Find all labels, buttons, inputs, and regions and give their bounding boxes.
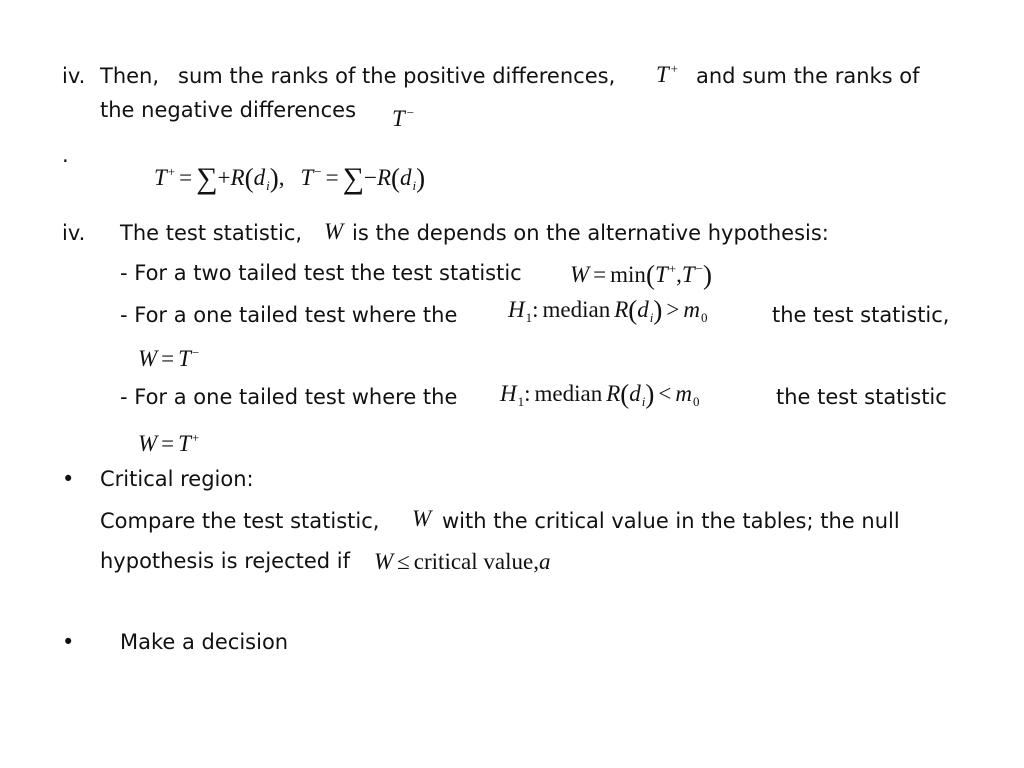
- math-equals: =: [325, 165, 339, 190]
- math-comma: ,: [676, 262, 682, 287]
- math-w-symbol: W: [138, 346, 158, 371]
- math-w-symbol: W: [374, 549, 394, 574]
- math-minus-superscript: −: [191, 345, 200, 360]
- math-t-symbol: T: [300, 165, 314, 190]
- math-r-symbol: R: [376, 165, 391, 190]
- make-decision-text: Make a decision: [120, 630, 289, 654]
- math-t-symbol: T: [178, 346, 191, 371]
- math-t-symbol: T: [154, 165, 167, 190]
- step-text-negative-differences: the negative differences: [100, 98, 357, 122]
- step-text-positive-differences: sum the ranks of the positive differences,: [178, 64, 616, 88]
- critical-rejected-text: hypothesis is rejected if: [100, 549, 351, 573]
- math-h-symbol: H: [508, 297, 525, 322]
- math-r-symbol: R: [614, 297, 629, 322]
- math-equals: =: [179, 165, 193, 190]
- math-equals: =: [161, 431, 175, 456]
- math-one-subscript: 1: [517, 394, 525, 409]
- math-w-symbol: W: [138, 431, 158, 456]
- formula-w-equals-t-minus: [138, 339, 199, 373]
- math-minus-superscript: −: [405, 105, 415, 120]
- math-w-symbol: W: [324, 219, 344, 244]
- formula-h1-less: $H_1$: median $R(d_i) < m_0$: [500, 379, 700, 409]
- math-w-symbol: W: [570, 262, 590, 287]
- step-text-then: Then,: [100, 64, 160, 88]
- math-m-symbol: m: [675, 381, 693, 406]
- math-minus-superscript: −: [314, 164, 322, 179]
- math-colon: :: [532, 297, 539, 322]
- math-w-symbol: W: [412, 506, 432, 531]
- math-median: median: [542, 297, 611, 322]
- formula-w-equals-t-plus: [138, 424, 199, 458]
- math-d-symbol: d: [629, 381, 641, 406]
- step-text-test-statistic: The test statistic,: [120, 221, 303, 245]
- one-tailed-less-after: the test statistic: [776, 385, 947, 409]
- critical-region-heading: Critical region:: [100, 467, 254, 491]
- one-tailed-greater-text: - For a one tailed test where the: [120, 303, 458, 327]
- math-d-symbol: d: [637, 297, 649, 322]
- math-comma: ,: [278, 165, 285, 190]
- math-plus-superscript: +: [191, 430, 200, 445]
- math-sum-symbol: ∑: [196, 162, 218, 195]
- math-zero-subscript: 0: [701, 310, 708, 325]
- math-equals: =: [593, 262, 607, 287]
- math-t-symbol: T: [681, 262, 695, 287]
- math-t-symbol: T: [392, 106, 405, 131]
- math-r-symbol: R: [606, 381, 621, 406]
- math-plus-superscript: +: [167, 164, 176, 179]
- formula-w-min: W = min(T+,T−): [570, 260, 712, 290]
- math-less-than: <: [658, 381, 672, 406]
- math-t-symbol: T: [654, 262, 668, 287]
- math-one-subscript: 1: [525, 310, 533, 325]
- math-less-equal: ≤: [397, 549, 410, 574]
- math-t-symbol: T: [178, 431, 191, 456]
- step-text-alternative-hypothesis: is the depends on the alternative hypothesis:: [352, 221, 829, 245]
- math-i-subscript: i: [266, 178, 270, 193]
- math-d-symbol: d: [253, 165, 266, 190]
- math-minus-sign: −: [363, 165, 377, 190]
- math-zero-subscript: 0: [693, 394, 700, 409]
- math-t-minus: [392, 99, 415, 133]
- bullet-critical: •: [62, 467, 75, 491]
- math-colon: :: [524, 381, 531, 406]
- math-d-symbol: d: [400, 165, 412, 190]
- step-marker-iv-first: iv.: [62, 64, 86, 88]
- math-equals: =: [161, 346, 175, 371]
- one-tailed-less-text: - For a one tailed test where the: [120, 385, 458, 409]
- math-min: min: [610, 262, 646, 287]
- dot-marker: .: [62, 143, 69, 167]
- math-plus-superscript: +: [669, 61, 679, 76]
- bullet-decision: •: [62, 630, 75, 654]
- critical-compare-text: Compare the test statistic,: [100, 509, 380, 533]
- formula-critical-value: [374, 548, 550, 576]
- math-plus-superscript: +: [668, 261, 677, 276]
- formula-rank-sums: $T^+ = \sum+R(d_i)$, $T^- = \sum-R(d_i)$: [154, 162, 426, 195]
- math-r-symbol: R: [230, 165, 245, 190]
- critical-tables-text: with the critical value in the tables; the null: [442, 509, 900, 533]
- math-h-symbol: H: [500, 381, 517, 406]
- math-i-subscript: i: [641, 394, 646, 409]
- math-greater-than: >: [666, 297, 680, 322]
- step-marker-iv-second: iv.: [62, 221, 86, 245]
- math-critical-value: critical value,: [413, 549, 539, 574]
- math-i-subscript: i: [412, 178, 417, 193]
- math-sum-symbol: ∑: [342, 162, 364, 195]
- math-m-symbol: m: [683, 297, 701, 322]
- math-median: median: [534, 381, 603, 406]
- math-alpha-symbol: a: [538, 549, 551, 574]
- formula-h1-greater: $H_1$: median $R(d_i) > m_0$: [508, 295, 708, 325]
- math-t-plus: [656, 55, 679, 89]
- two-tailed-text: - For a two tailed test the test statistic: [120, 261, 522, 285]
- math-minus-superscript: −: [695, 261, 703, 276]
- math-plus-sign: +: [217, 165, 231, 190]
- one-tailed-greater-after: the test statistic,: [772, 303, 950, 327]
- step-text-and-sum: and sum the ranks of: [696, 64, 920, 88]
- math-i-subscript: i: [649, 310, 654, 325]
- math-t-symbol: T: [656, 62, 669, 87]
